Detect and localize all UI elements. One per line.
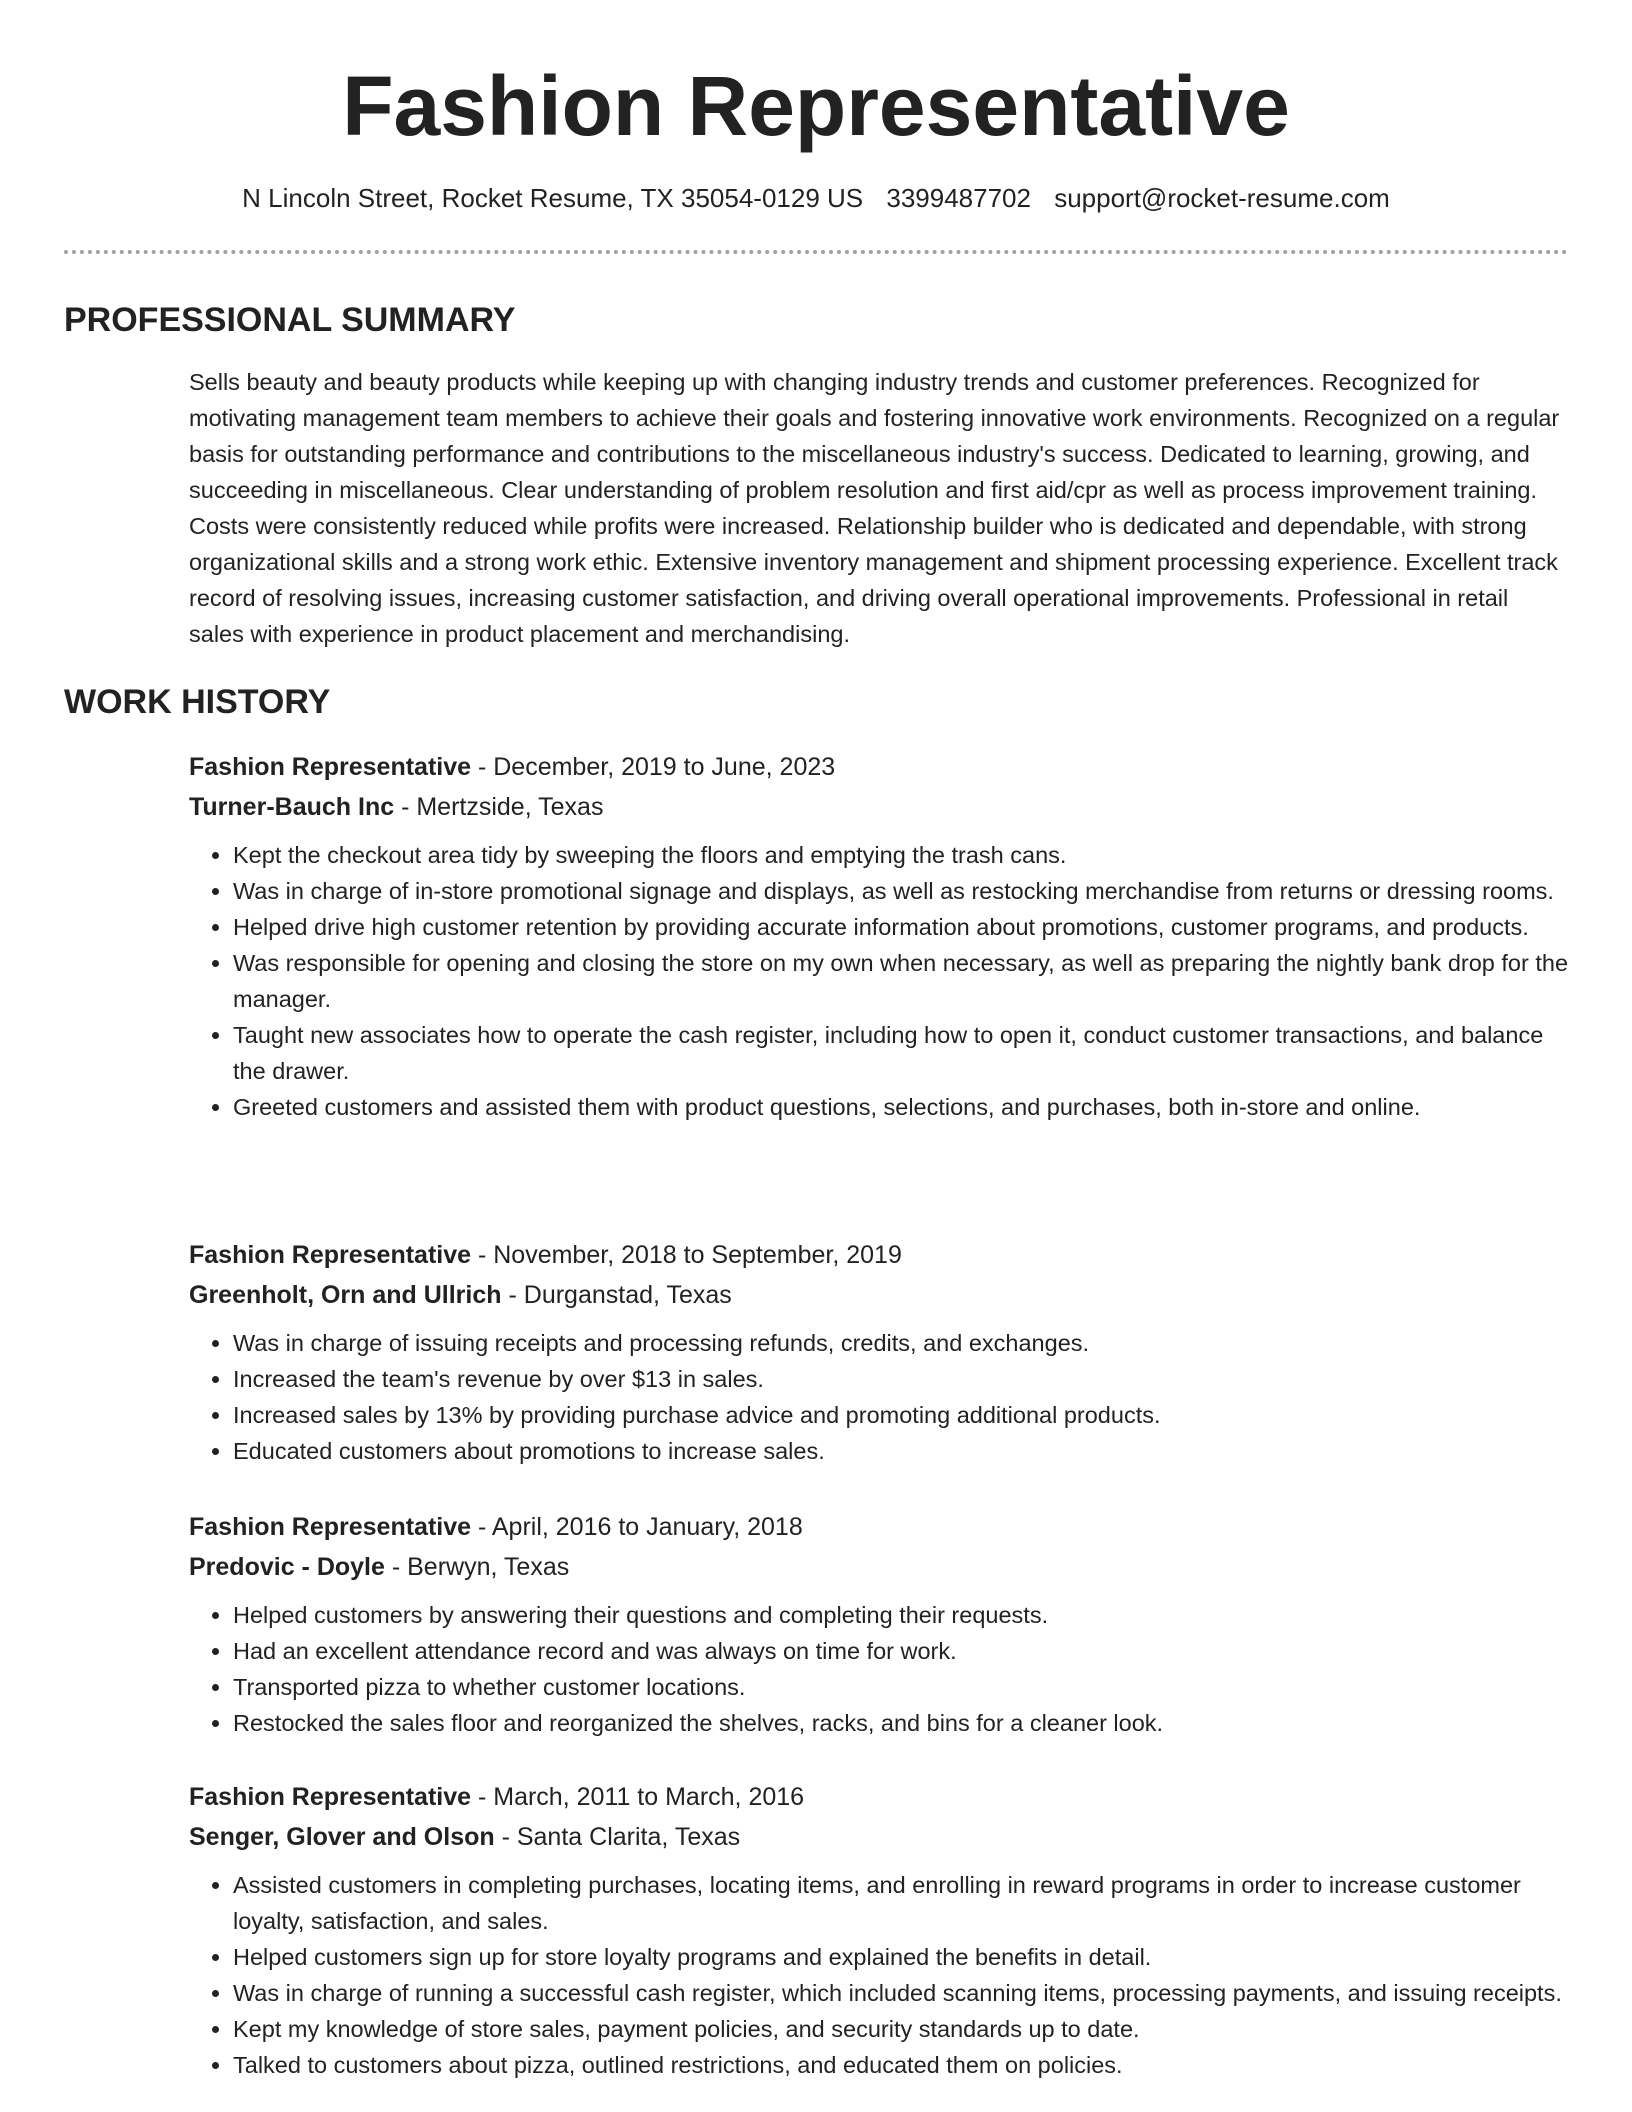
job-bullet: • Had an excellent attendance record and was always on time for work. xyxy=(233,1633,1569,1669)
job-role: Fashion Representative xyxy=(189,1783,472,1811)
job-dates: - April, 2016 to January, 2018 xyxy=(471,1513,803,1541)
job-title-line xyxy=(189,747,1569,787)
contact-address: N Lincoln Street, Rocket Resume, TX 35054-0129 US xyxy=(242,183,864,213)
job-entry xyxy=(189,1507,1569,1741)
candidate-name: Fashion Representative xyxy=(342,59,1290,153)
job-bullet: • Helped customers by answering their questions and completing their requests. xyxy=(233,1597,1569,1633)
job-bullet: • Increased the team's revenue by over $13 in sales. xyxy=(233,1361,1569,1397)
job-dates: - December, 2019 to June, 2023 xyxy=(471,753,836,781)
job-location: - Berwyn, Texas xyxy=(384,1553,570,1581)
job-company-line xyxy=(189,1275,1569,1315)
job-bullet: • Greeted customers and assisted them with product questions, selections, and purchases, both in-store and online. xyxy=(233,1089,1569,1125)
job-company-line xyxy=(189,1547,1569,1587)
job-bullet: • Helped customers sign up for store loyalty programs and explained the benefits in detail. xyxy=(233,1939,1569,1975)
job-location: - Santa Clarita, Texas xyxy=(494,1823,741,1851)
job-entry xyxy=(189,747,1569,1125)
job-bullets xyxy=(189,1867,1569,2083)
job-company-line xyxy=(189,1817,1569,1857)
job-role: Fashion Representative xyxy=(189,753,472,781)
job-bullet: • Kept my knowledge of store sales, payment policies, and security standards up to date. xyxy=(233,2011,1569,2047)
job-bullet: • Was in charge of running a successful cash register, which included scanning items, processing payments, and issuing receipts. xyxy=(233,1975,1569,2011)
summary-text: Sells beauty and beauty products while keeping up with changing industry trends and customer preferences. Recognized for motivating management team members to achieve their goals and fostering innovative work environments. Recognized on a regular basis for outstanding performance and contributions to the miscellaneous industry's success. Dedicated to learning, growing, and succeeding in miscellaneous. Clear understanding of problem resolution and first aid/cpr as well as process improvement training. Costs were consistently reduced while profits were increased. Relationship builder who is dedicated and dependable, with strong organizational skills and a strong work ethic. Extensive inventory management and shipment processing experience. Excellent track record of resolving issues, increasing customer satisfaction, and driving overall operational improvements. Professional in retail sales with experience in product placement and merchandising. xyxy=(189,369,1560,647)
job-role: Fashion Representative xyxy=(189,1513,472,1541)
job-company: Turner-Bauch Inc xyxy=(189,793,395,821)
job-bullet: • Taught new associates how to operate the cash register, including how to open it, conduct customer transactions, and balance the drawer. xyxy=(233,1017,1569,1089)
job-bullet: • Restocked the sales floor and reorganized the shelves, racks, and bins for a cleaner look. xyxy=(233,1705,1569,1741)
job-dates: - March, 2011 to March, 2016 xyxy=(471,1783,805,1811)
work-history-heading: WORK HISTORY xyxy=(64,683,331,721)
job-bullet: • Was in charge of issuing receipts and processing refunds, credits, and exchanges. xyxy=(233,1325,1569,1361)
job-bullet: • Talked to customers about pizza, outlined restrictions, and educated them on policies. xyxy=(233,2047,1569,2083)
job-bullets xyxy=(189,837,1569,1125)
job-entry xyxy=(189,1777,1569,2083)
job-bullet: • Transported pizza to whether customer locations. xyxy=(233,1669,1569,1705)
job-bullet: • Assisted customers in completing purchases, locating items, and enrolling in reward programs in order to increase customer loyalty, satisfaction, and sales. xyxy=(233,1867,1569,1939)
job-dates: - November, 2018 to September, 2019 xyxy=(471,1241,902,1269)
job-title-line xyxy=(189,1235,1569,1275)
job-company-line xyxy=(189,787,1569,827)
job-title-line xyxy=(189,1507,1569,1547)
job-entry xyxy=(189,1235,1569,1469)
contact-phone: 3399487702 xyxy=(886,183,1031,213)
job-role: Fashion Representative xyxy=(189,1241,472,1269)
contact-email: support@rocket-resume.com xyxy=(1054,183,1390,213)
job-bullet: • Helped drive high customer retention by providing accurate information about promotions, customer programs, and products. xyxy=(233,909,1569,945)
job-location: - Mertzside, Texas xyxy=(394,793,604,821)
job-bullet: • Was responsible for opening and closing the store on my own when necessary, as well as preparing the nightly bank drop for the manager. xyxy=(233,945,1569,1017)
job-location: - Durganstad, Texas xyxy=(501,1281,732,1309)
job-company: Senger, Glover and Olson xyxy=(189,1823,495,1851)
job-bullet: • Increased sales by 13% by providing purchase advice and promoting additional products. xyxy=(233,1397,1569,1433)
header-divider xyxy=(64,250,1568,254)
job-bullet: • Educated customers about promotions to increase sales. xyxy=(233,1433,1569,1469)
job-bullets xyxy=(189,1325,1569,1469)
job-bullet: • Was in charge of in-store promotional signage and displays, as well as restocking merchandise from returns or dressing rooms. xyxy=(233,873,1569,909)
job-title-line xyxy=(189,1777,1569,1817)
contact-line xyxy=(0,180,1632,216)
summary-heading: PROFESSIONAL SUMMARY xyxy=(64,301,516,339)
job-bullet: • Kept the checkout area tidy by sweeping the floors and emptying the trash cans. xyxy=(233,837,1569,873)
job-company: Greenholt, Orn and Ullrich xyxy=(189,1281,502,1309)
job-company: Predovic - Doyle xyxy=(189,1553,385,1581)
job-bullets xyxy=(189,1597,1569,1741)
